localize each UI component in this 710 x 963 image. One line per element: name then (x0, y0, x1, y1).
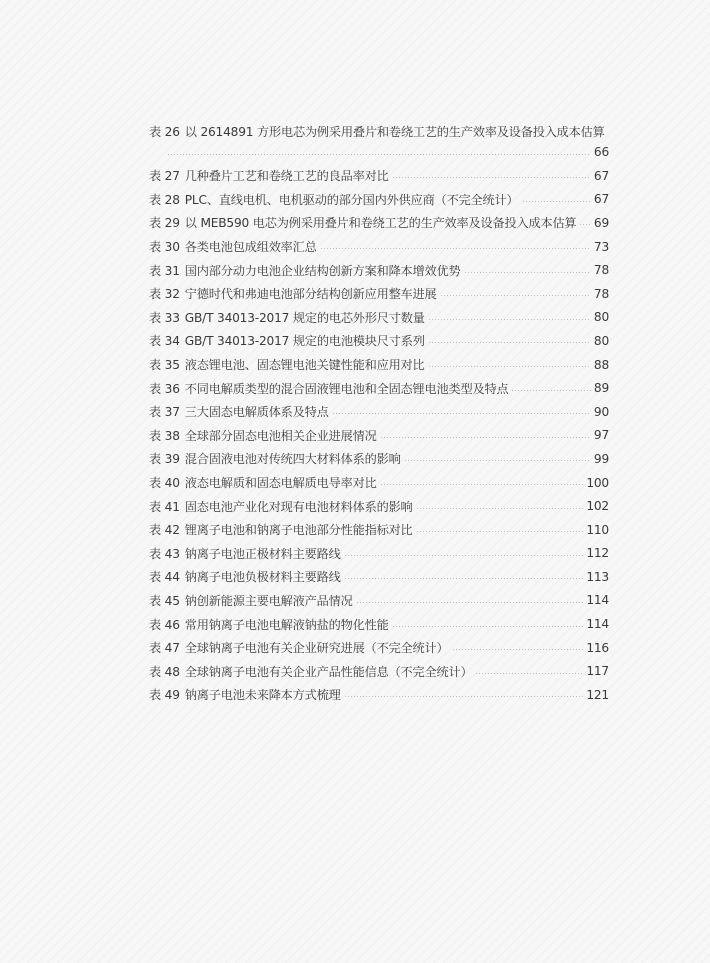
toc-entry-number: 表 41 (149, 499, 180, 514)
toc-entry-page: 121 (586, 687, 609, 702)
toc-entry-number: 表 34 (149, 334, 180, 349)
toc-entry-26[interactable] (149, 122, 609, 140)
toc-entry-number: 表 48 (149, 664, 180, 679)
toc-entry-page: 73 (593, 239, 609, 254)
toc-entry-page: 110 (586, 522, 609, 537)
toc-entry-number: 表 30 (149, 240, 180, 255)
toc-entry-title: 以 2614891 方形电芯为例采用叠片和卷绕工艺的生产效率及设备投入成本估算 (184, 124, 605, 139)
leader-dots (428, 342, 591, 343)
toc-entry-41[interactable] (149, 494, 609, 518)
leader-dots (428, 319, 591, 320)
toc-entry-number: 表 42 (149, 523, 180, 538)
leader-dots (464, 272, 591, 273)
toc-entry-page: 80 (593, 333, 609, 348)
toc-entry-number: 表 26 (149, 124, 180, 139)
toc-entry-page: 97 (593, 428, 609, 443)
toc-entry-37[interactable] (149, 400, 609, 424)
toc-entry-title: 钠创新能源主要电解液产品情况 (184, 593, 353, 608)
toc-entry-46[interactable] (149, 612, 609, 636)
toc-entry-34[interactable] (149, 329, 609, 353)
leader-dots (440, 295, 591, 296)
toc-entry-page: 89 (593, 381, 609, 396)
leader-dots (344, 555, 584, 556)
toc-entry-title: 常用钠离子电池电解液钠盐的物化性能 (184, 617, 389, 632)
toc-entry-49[interactable] (149, 683, 609, 707)
toc-entry-31[interactable] (149, 258, 609, 282)
toc-entry-30[interactable] (149, 235, 609, 259)
toc-entry-27[interactable] (149, 164, 609, 188)
toc-entry-page: 78 (593, 286, 609, 301)
toc-entry-36[interactable] (149, 376, 609, 400)
toc-entry-number: 表 38 (149, 428, 180, 443)
toc-entry-number: 表 29 (149, 216, 180, 231)
toc-entry-number: 表 47 (149, 641, 180, 656)
toc-entry-number: 表 40 (149, 476, 180, 491)
leader-dots (356, 602, 584, 603)
toc-entry-28[interactable] (149, 188, 609, 212)
toc-entry-number: 表 39 (149, 452, 180, 467)
leader-dots (452, 649, 584, 650)
toc-entry-39[interactable] (149, 447, 609, 471)
toc-entry-title: 全球部分固态电池相关企业进展情况 (184, 428, 377, 443)
toc-entry-title: 各类电池包成组效率汇总 (184, 240, 317, 255)
toc-entry-number: 表 35 (149, 358, 180, 373)
leader-dots (320, 248, 591, 249)
toc-entry-page: 78 (593, 263, 609, 278)
leader-dots (416, 508, 584, 509)
leader-dots (404, 460, 591, 461)
leader-dots (344, 578, 584, 579)
toc-entry-page: 67 (593, 192, 609, 207)
leader-dots (579, 224, 590, 225)
toc-entry-number: 表 31 (149, 263, 180, 278)
toc-entry-page: 112 (586, 546, 609, 561)
toc-entry-number: 表 45 (149, 593, 180, 608)
toc-entry-page: 90 (593, 404, 609, 419)
toc-entry-title: 国内部分动力电池企业结构创新方案和降本增效优势 (184, 263, 461, 278)
toc-entry-page: 67 (593, 168, 609, 183)
toc-entry-title: 钠离子电池负极材料主要路线 (184, 570, 341, 585)
toc-entry-26-continuation[interactable] (149, 140, 609, 164)
toc-entry-32[interactable] (149, 282, 609, 306)
toc-entry-title: 液态锂电池、固态锂电池关键性能和应用对比 (184, 358, 425, 373)
toc-entry-33[interactable] (149, 306, 609, 330)
toc-entry-42[interactable] (149, 518, 609, 542)
leader-dots (511, 390, 590, 391)
toc-entry-43[interactable] (149, 542, 609, 566)
toc-entry-38[interactable] (149, 424, 609, 448)
toc-entry-title: 不同电解质类型的混合固液锂电池和全固态锂电池类型及特点 (184, 381, 509, 396)
toc-entry-number: 表 44 (149, 570, 180, 585)
toc-entry-page: 66 (593, 145, 609, 159)
toc-entry-title: 钠离子电池未来降本方式梳理 (184, 688, 341, 703)
toc-entry-number: 表 36 (149, 381, 180, 396)
toc-entry-35[interactable] (149, 353, 609, 377)
toc-entry-title: GB/T 34013-2017 规定的电池模块尺寸系列 (184, 334, 425, 349)
toc-entry-page: 100 (586, 475, 609, 490)
toc-entry-title: 混合固液电池对传统四大材料体系的影响 (184, 452, 401, 467)
toc-entry-48[interactable] (149, 659, 609, 683)
toc-entry-29[interactable] (149, 211, 609, 235)
leader-dots (392, 177, 591, 178)
toc-entry-page: 114 (586, 593, 609, 608)
toc-entry-number: 表 46 (149, 617, 180, 632)
leader-dots (380, 437, 591, 438)
toc-entry-title: 锂离子电池和钠离子电池部分性能指标对比 (184, 523, 413, 538)
leader-dots (380, 484, 584, 485)
toc-entry-page: 117 (586, 664, 609, 679)
leader-dots (332, 413, 591, 414)
toc-entry-title: 全球钠离子电池有关企业产品性能信息（不完全统计） (184, 664, 473, 679)
toc-entry-44[interactable] (149, 565, 609, 589)
toc-entry-page: 80 (593, 310, 609, 325)
leader-dots (428, 366, 591, 367)
toc-entry-45[interactable] (149, 589, 609, 613)
table-of-contents (149, 122, 609, 707)
leader-dots (416, 531, 584, 532)
toc-entry-title: 全球钠离子电池有关企业研究进展（不完全统计） (184, 641, 449, 656)
leader-dots (167, 154, 591, 155)
leader-dots (344, 696, 584, 697)
toc-entry-page: 102 (586, 499, 609, 514)
toc-entry-title: 固态电池产业化对现有电池材料体系的影响 (184, 499, 413, 514)
toc-entry-title: 以 MEB590 电芯为例采用叠片和卷绕工艺的生产效率及设备投入成本估算 (184, 216, 577, 231)
toc-entry-47[interactable] (149, 636, 609, 660)
toc-entry-title: PLC、直线电机、电机驱动的部分国内外供应商（不完全统计） (184, 192, 519, 207)
leader-dots (522, 201, 591, 202)
toc-entry-number: 表 27 (149, 169, 180, 184)
leader-dots (475, 673, 583, 674)
toc-entry-title: 三大固态电解质体系及特点 (184, 405, 329, 420)
toc-entry-title: 几种叠片工艺和卷绕工艺的良品率对比 (184, 169, 389, 184)
toc-entry-number: 表 43 (149, 546, 180, 561)
toc-entry-number: 表 32 (149, 287, 180, 302)
toc-entry-number: 表 49 (149, 688, 180, 703)
toc-entry-40[interactable] (149, 471, 609, 495)
toc-entry-number: 表 37 (149, 405, 180, 420)
toc-entry-page: 113 (586, 569, 609, 584)
toc-entry-page: 114 (586, 617, 609, 632)
toc-entry-page: 69 (593, 215, 609, 230)
toc-entry-title: 液态电解质和固态电解质电导率对比 (184, 476, 377, 491)
toc-entry-page: 99 (593, 451, 609, 466)
toc-entry-title: 钠离子电池正极材料主要路线 (184, 546, 341, 561)
leader-dots (392, 626, 584, 627)
toc-entry-number: 表 28 (149, 192, 180, 207)
toc-entry-page: 88 (593, 357, 609, 372)
toc-entry-number: 表 33 (149, 310, 180, 325)
toc-entry-title: GB/T 34013-2017 规定的电芯外形尺寸数量 (184, 310, 425, 325)
toc-entry-page: 116 (586, 640, 609, 655)
toc-entry-title: 宁德时代和弗迪电池部分结构创新应用整车进展 (184, 287, 437, 302)
